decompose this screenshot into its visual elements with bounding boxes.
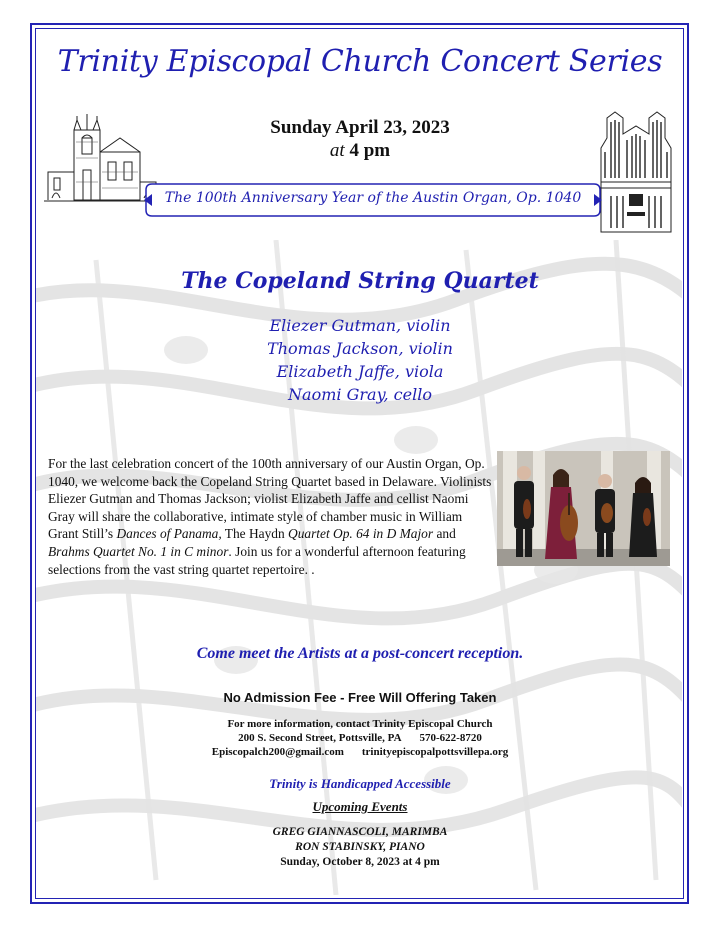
- member-1: Eliezer Gutman, violin: [269, 316, 451, 335]
- contact-info: [60, 717, 660, 759]
- member-3: Elizabeth Jaffe, viola: [276, 362, 444, 381]
- member-2: Thomas Jackson, violin: [267, 339, 453, 358]
- pipe-organ-drawing-icon: [597, 108, 675, 236]
- upcoming-date: Sunday, October 8, 2023 at 4 pm: [280, 856, 440, 868]
- upcoming-events-heading: Upcoming Events: [312, 799, 408, 814]
- page-title: Trinity Episcopal Church Concert Series: [57, 44, 663, 79]
- ensemble-members: [200, 314, 520, 406]
- upcoming-performer-1: GREG GIANNASCOLI, MARIMBA: [272, 826, 448, 838]
- upcoming-performer-2: RON STABINSKY, PIANO: [295, 841, 425, 853]
- time-hour: 4 pm: [349, 140, 391, 161]
- contact-email: Episcopalch200@gmail.com: [211, 746, 344, 758]
- contact-website: trinityepiscopalpottsvillepa.org: [361, 746, 509, 758]
- desc-part3: and: [433, 526, 456, 542]
- desc-work2: Quartet Op. 64 in D Major: [288, 526, 434, 542]
- concert-description: [48, 455, 496, 578]
- concert-date: Sunday April 23, 2023: [270, 117, 450, 138]
- desc-part4: . Join us for a wonderful afternoon featuring selections from the vast string quartet repertoire. .: [48, 543, 466, 577]
- member-4: Naomi Gray, cello: [288, 385, 432, 404]
- upcoming-event: [40, 825, 680, 870]
- reception-note: Come meet the Artists at a post-concert reception.: [196, 645, 524, 662]
- concert-time: [200, 140, 520, 162]
- admission-note: No Admission Fee - Free Will Offering Taken: [223, 690, 497, 705]
- quartet-photo: [497, 451, 670, 566]
- contact-address: 200 S. Second Street, Pottsville, PA: [238, 732, 402, 744]
- anniversary-banner-text: The 100th Anniversary Year of the Austin Organ, Op. 1040: [164, 190, 582, 206]
- desc-work3: Brahms Quartet No. 1 in C minor: [48, 543, 229, 559]
- ensemble-name: The Copeland String Quartet: [181, 268, 539, 294]
- desc-work1: Dances of Panama,: [116, 526, 222, 542]
- contact-phone: 570-622-8720: [419, 732, 482, 744]
- contact-web-row: [60, 745, 660, 759]
- desc-part2: The Haydn: [221, 526, 289, 542]
- time-at: at: [329, 140, 345, 161]
- accessibility-note: Trinity is Handicapped Accessible: [269, 776, 451, 791]
- desc-part1: For the last celebration concert of the 100th anniversary of our Austin Organ, Op. 1040, we welcome back the Copeland String Quartet based in Delaware. Violinists Eliezer Gutman and Thomas Jackson; violist Elizabeth Jaffe and cellist Naomi Gray will share the collaborative, intimate style of chamber music in William Grant Still’s: [48, 456, 492, 542]
- contact-address-row: [60, 731, 660, 745]
- contact-line: For more information, contact Trinity Episcopal Church: [227, 718, 493, 730]
